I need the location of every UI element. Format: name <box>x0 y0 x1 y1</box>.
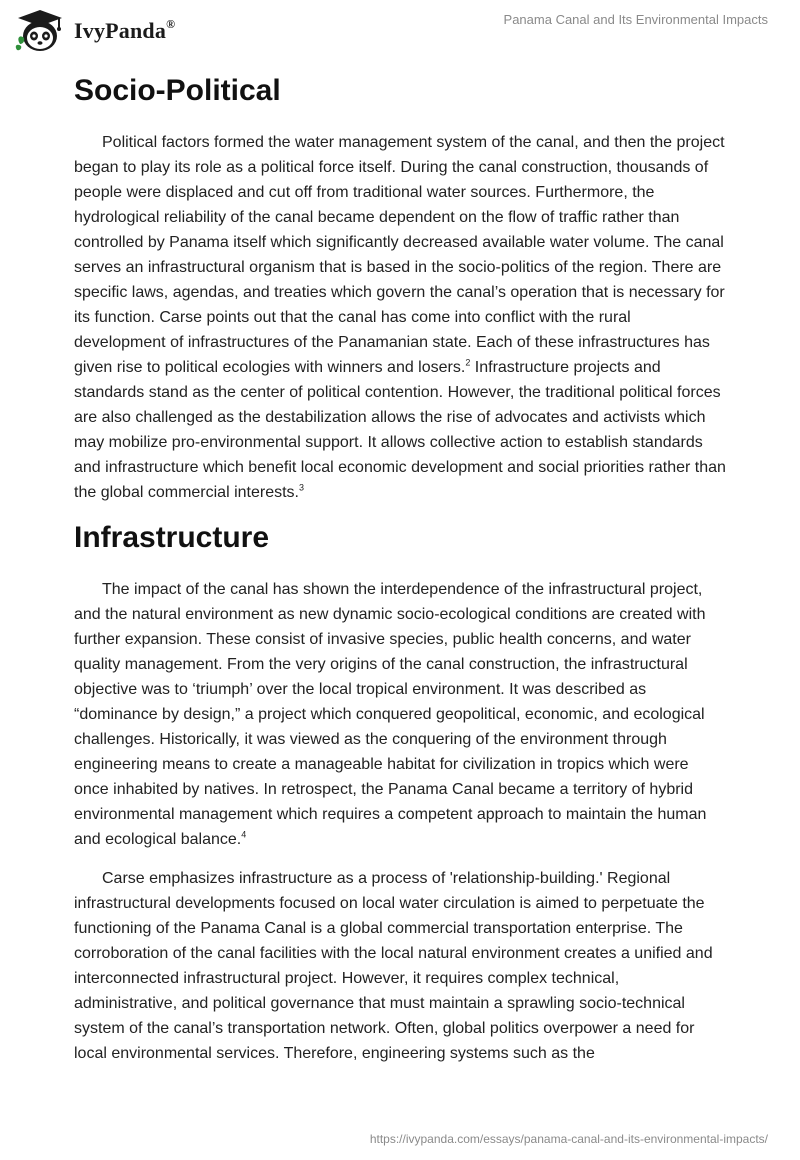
footnote-ref[interactable]: 4 <box>241 829 247 840</box>
source-url[interactable]: https://ivypanda.com/essays/panama-canal-and-its-environmental-impacts/ <box>369 1132 768 1146</box>
essay-body <box>74 66 726 1066</box>
page-header <box>0 0 800 62</box>
registered-mark: ® <box>166 16 176 31</box>
paragraph: The impact of the canal has shown the interdependence of the infrastructural project, and the natural environment as new dynamic socio-ecological conditions are created with further expansion. These consist of invasive species, public health concerns, and water quality management. From the very origins of the canal construction, the infrastructural objective was to ‘triumph’ over the local tropical environment. It was described as “dominance by design,” a project which conquered geopolitical, economic, and ecological challenges. Historically, it was viewed as the conquering of the environment through engineering means to create a manageable habitat for civilization in tropics which were once inhabited by natives. In retrospect, the Panama Canal became a territory of hybrid environmental management which requires a competent approach to maintain the human and ecological balance.$^4$ <box>74 581 707 848</box>
section-heading-infrastructure: Infrastructure <box>74 521 270 554</box>
footnote-ref[interactable]: 2 <box>465 357 471 368</box>
ivypanda-logo[interactable] <box>14 8 175 54</box>
footnote-ref[interactable]: 3 <box>298 482 304 493</box>
section-heading-socio-political: Socio-Political <box>74 74 281 107</box>
panda-mascot-icon <box>14 8 66 54</box>
paragraph: Carse emphasizes infrastructure as a process of 'relationship-building.' Regional infrastructural developments focused on local water circulation is aimed to perpetuate the functioning of the Panama Canal is a global commercial transportation enterprise. The corroboration of the canal facilities with the local natural environment creates a unified and interconnected infrastructural project. However, it requires complex technical, administrative, and political governance that must maintain a sprawling socio-technical system of the canal’s transportation network. Often, global politics overpower a need for local environmental services. Therefore, engineering systems such as the <box>74 870 713 1062</box>
document-title: Panama Canal and Its Environmental Impacts <box>503 12 768 27</box>
brand-name: IvyPanda® <box>74 16 176 43</box>
paragraph: Political factors formed the water management system of the canal, and then the project began to play its role as a political force itself. During the canal construction, thousands of people were displaced and cut off from traditional water sources. Furthermore, the hydrological reliability of the canal became dependent on the flow of traffic rather than controlled by Panama itself which significantly decreased available water volume. The canal serves an infrastructural organism that is based in the socio-politics of the region. There are specific laws, agendas, and treaties which govern the canal’s operation that is necessary for its function. Carse points out that the canal has come into conflict with the rural development of infrastructures of the Panamanian state. Each of these infrastructures has given rise to political ecologies with winners and losers.$^2$ Infrastructure projects and standards stand as the center of political contention. However, the traditional political forces are also challenged as the destabilization allows the rise of advocates and activists which may mobilize pro-environmental support. It allows collective action to establish standards and infrastructure which benefit local economic development and social priorities rather than the global commercial interests.$^3$ <box>74 134 726 501</box>
